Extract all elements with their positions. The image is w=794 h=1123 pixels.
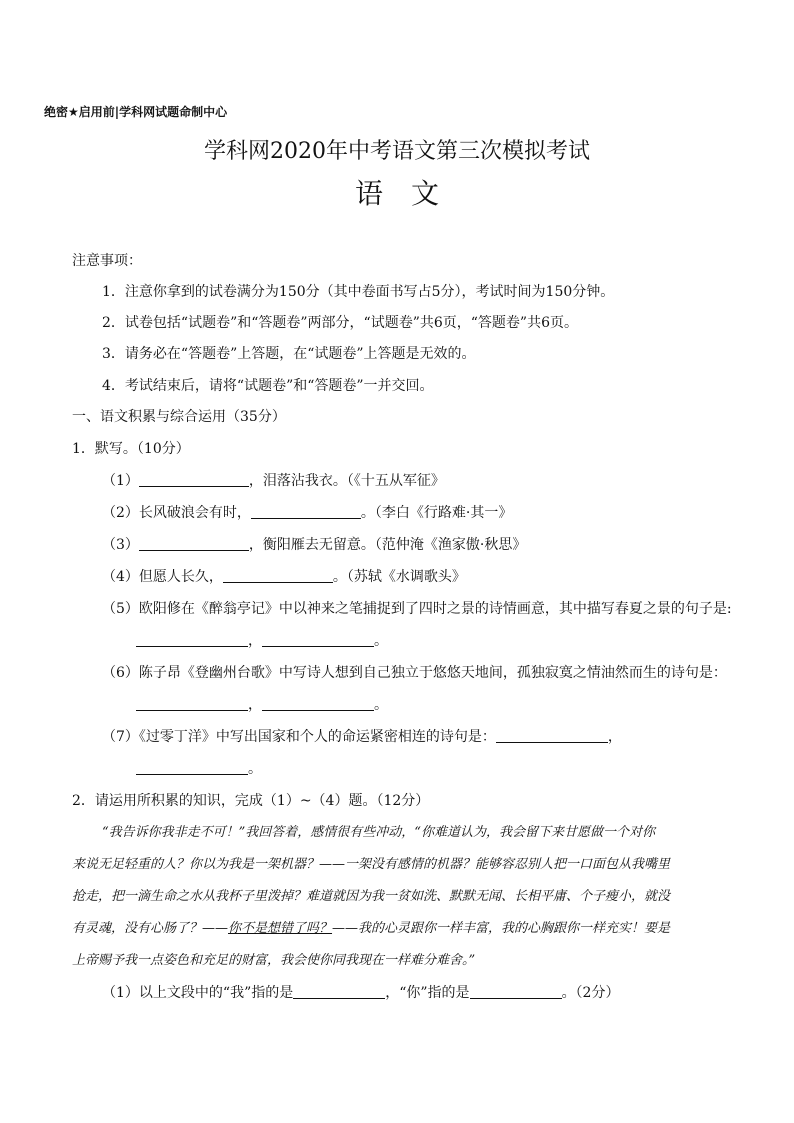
- q1-item-1: （1） ，泪落沾我衣。（《十五从军征》: [102, 473, 445, 489]
- note-item: 4．考试结束后，请将“试题卷”和“答题卷”一并交回。: [102, 378, 434, 394]
- underlined-phrase: 你不是想错了吗？: [228, 921, 333, 936]
- q2-sub-1: （1）以上文段中的“我”指的是 ，“你”指的是 。（2分）: [102, 985, 620, 1001]
- section-heading: 一、语文积累与综合运用（35分）: [72, 409, 286, 425]
- answer-blank[interactable]: [293, 984, 385, 999]
- answer-blank[interactable]: [262, 696, 374, 711]
- passage-line: “我告诉你我非走不可！”我回答着，感情很有些冲动，“你难道认为，我会留下来甘愿做一个对你: [102, 825, 655, 840]
- q1-item-5-answers: ， 。: [136, 632, 388, 650]
- q1-item-6: （6）陈子昂《登幽州台歌》中写诗人想到自己独立于悠悠天地间，孤独寂寞之情油然而生的诗句是：: [102, 665, 727, 681]
- q1-item-5: （5）欧阳修在《醉翁亭记》中以神来之笔捕捉到了四时之景的诗情画意，其中描写春夏之景的句子是:: [102, 601, 732, 617]
- q1-item-3: （3） ，衡阳雁去无留意。（范仲淹《渔家傲·秋思》: [102, 537, 527, 553]
- answer-blank[interactable]: [496, 728, 608, 743]
- note-item: 2．试卷包括“试题卷”和“答题卷”两部分，“试题卷”共6页，“答题卷”共6页。: [102, 315, 578, 331]
- answer-blank[interactable]: [262, 632, 374, 647]
- q1-item-7: （7）《过零丁洋》中写出国家和个人的命运紧密相连的诗句是： ，: [102, 729, 622, 745]
- question-2-stem: 2．请运用所积累的知识，完成（1）~（4）题。（12分）: [72, 793, 430, 809]
- answer-blank[interactable]: [251, 504, 361, 519]
- answer-blank[interactable]: [136, 760, 248, 775]
- q1-item-7-answers: 。: [136, 760, 262, 778]
- passage-line: 来说无足轻重的人？你以为我是一架机器？——一架没有感情的机器？能够容忍别人把一口面包从我嘴里: [72, 857, 671, 872]
- note-item: 1．注意你拿到的试卷满分为150分（其中卷面书写占5分），考试时间为150分钟。: [102, 284, 615, 300]
- passage-line: 有灵魂，没有心肠了？——你不是想错了吗？——我的心灵跟你一样丰富，我的心胸跟你一样充实！要是: [72, 921, 671, 936]
- confidential-mark: 绝密★启用前|学科网试题命制中心: [44, 105, 228, 119]
- q1-item-4: （4）但愿人长久， 。（苏轼《水调歌头》: [102, 569, 466, 585]
- passage-line: 上帝赐予我一点姿色和充足的财富，我会使你同我现在一样难分难舍。”: [72, 953, 476, 968]
- answer-blank[interactable]: [223, 568, 333, 583]
- answer-blank[interactable]: [136, 632, 248, 647]
- note-item: 3．请务必在“答题卷”上答题，在“试题卷”上答题是无效的。: [102, 346, 476, 362]
- passage-line: 抢走，把一滴生命之水从我杯子里泼掉？难道就因为我一贫如洗、默默无闻、长相平庸、个子瘦小，就没: [72, 889, 671, 904]
- subject-title: 语文: [354, 177, 467, 210]
- answer-blank[interactable]: [136, 696, 248, 711]
- q1-item-2: （2）长风破浪会有时， 。（李白《行路难·其一》: [102, 505, 513, 521]
- exam-title: 学科网2020年中考语文第三次模拟考试: [204, 139, 590, 164]
- answer-blank[interactable]: [139, 472, 249, 487]
- answer-blank[interactable]: [139, 536, 249, 551]
- q1-item-6-answers: ， 。: [136, 696, 388, 714]
- answer-blank[interactable]: [470, 984, 562, 999]
- question-1-stem: 1．默写。（10分）: [72, 441, 190, 457]
- notes-heading: 注意事项：: [72, 253, 142, 269]
